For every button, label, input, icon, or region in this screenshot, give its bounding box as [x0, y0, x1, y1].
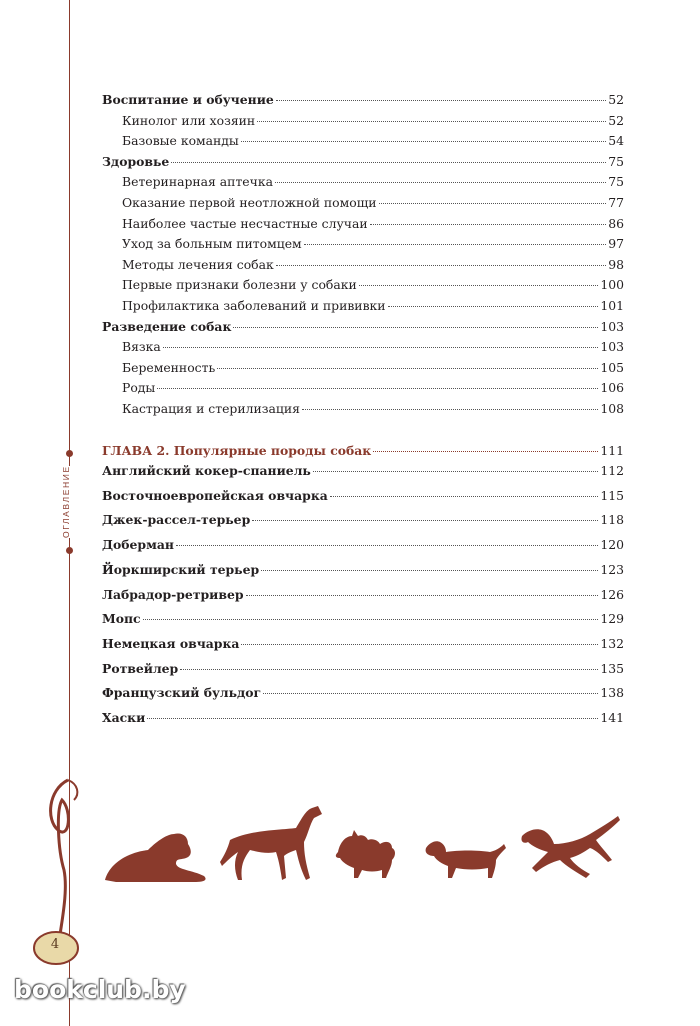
toc-breed-entry[interactable]: Мопс 129 [102, 611, 624, 627]
toc-entry[interactable]: Здоровье 75 [102, 153, 624, 169]
leader-dots [176, 545, 598, 546]
running-spaniel-icon [521, 816, 620, 878]
leader-dots [157, 388, 598, 389]
leader-dots [388, 306, 599, 307]
leader-dots [252, 520, 598, 521]
leader-dots [163, 347, 599, 348]
leader-dots [304, 244, 607, 245]
greyhound-icon [220, 806, 322, 880]
leader-dots [276, 265, 606, 266]
toc-entry[interactable]: Беременность 105 [122, 359, 624, 375]
leader-dots [261, 570, 598, 571]
toc-entry[interactable]: Кинолог или хозяин 52 [122, 112, 624, 128]
leader-dots [302, 409, 598, 410]
leader-dots [180, 669, 598, 670]
toc-entry[interactable]: Воспитание и обучение 52 [102, 92, 624, 107]
margin-dot-bottom [66, 547, 73, 554]
table-of-contents [102, 92, 624, 735]
toc-breed-entry[interactable]: Ротвейлер 135 [102, 660, 624, 676]
section-side-label: ОГЛАВЛЕНИЕ [61, 466, 77, 538]
leader-dots [359, 285, 599, 286]
toc-breed-entry[interactable]: Английский кокер-спаниель 112 [102, 463, 624, 479]
dog-silhouettes-illustration [100, 800, 630, 890]
leader-dots [246, 595, 599, 596]
watermark-text: bookclub.by [14, 975, 186, 1004]
toc-breed-entry[interactable]: Джек-рассел-терьер 118 [102, 512, 624, 528]
page-number: 4 [50, 937, 60, 952]
toc-breed-entry[interactable]: Хаски 141 [102, 709, 624, 725]
toc-entry[interactable]: Наиболее частые несчастные случаи 86 [122, 215, 624, 231]
toc-entry[interactable]: Вязка 103 [122, 339, 624, 355]
toc-entry[interactable]: Оказание первой неотложной помощи 77 [122, 194, 624, 210]
toc-chapter-heading[interactable]: ГЛАВА 2. Популярные породы собак 111 [102, 442, 624, 458]
leader-dots [241, 644, 598, 645]
leader-dots [241, 141, 606, 142]
toc-entry[interactable]: Профилактика заболеваний и прививки 101 [122, 297, 624, 313]
leader-dots [147, 718, 598, 719]
toc-entry[interactable]: Кастрация и стерилизация 108 [122, 400, 624, 416]
toc-breed-entry[interactable]: Французский бульдог 138 [102, 685, 624, 701]
toc-breed-entry[interactable]: Лабрадор-ретривер 126 [102, 586, 624, 602]
toc-entry[interactable]: Роды 106 [122, 380, 624, 396]
dachshund-icon [426, 841, 506, 878]
leader-dots [379, 203, 607, 204]
fluffy-dog-icon [336, 830, 395, 878]
leader-dots [313, 471, 599, 472]
margin-dot-top [66, 450, 73, 457]
leader-dots [263, 693, 598, 694]
leader-dots [143, 619, 599, 620]
lying-dog-icon [105, 833, 206, 882]
leader-dots [373, 451, 598, 452]
toc-breed-entry[interactable]: Доберман 120 [102, 537, 624, 553]
leader-dots [217, 368, 598, 369]
leader-dots [370, 224, 607, 225]
toc-entry[interactable]: Методы лечения собак 98 [122, 256, 624, 272]
toc-entry[interactable]: Базовые команды 54 [122, 133, 624, 149]
leader-dots [233, 327, 598, 328]
leader-dots [257, 121, 606, 122]
toc-entry[interactable]: Разведение собак 103 [102, 318, 624, 334]
toc-entry[interactable]: Ветеринарная аптечка 75 [122, 174, 624, 190]
leader-dots [276, 100, 606, 101]
toc-entry[interactable]: Первые признаки болезни у собаки 100 [122, 277, 624, 293]
toc-breed-entry[interactable]: Восточноевропейская овчарка 115 [102, 487, 624, 503]
toc-breed-entry[interactable]: Немецкая овчарка 132 [102, 635, 624, 651]
toc-breed-entry[interactable]: Йоркширский терьер 123 [102, 561, 624, 577]
leader-dots [171, 162, 606, 163]
leader-dots [275, 182, 606, 183]
leader-dots [330, 496, 599, 497]
toc-entry[interactable]: Уход за больным питомцем 97 [122, 236, 624, 252]
